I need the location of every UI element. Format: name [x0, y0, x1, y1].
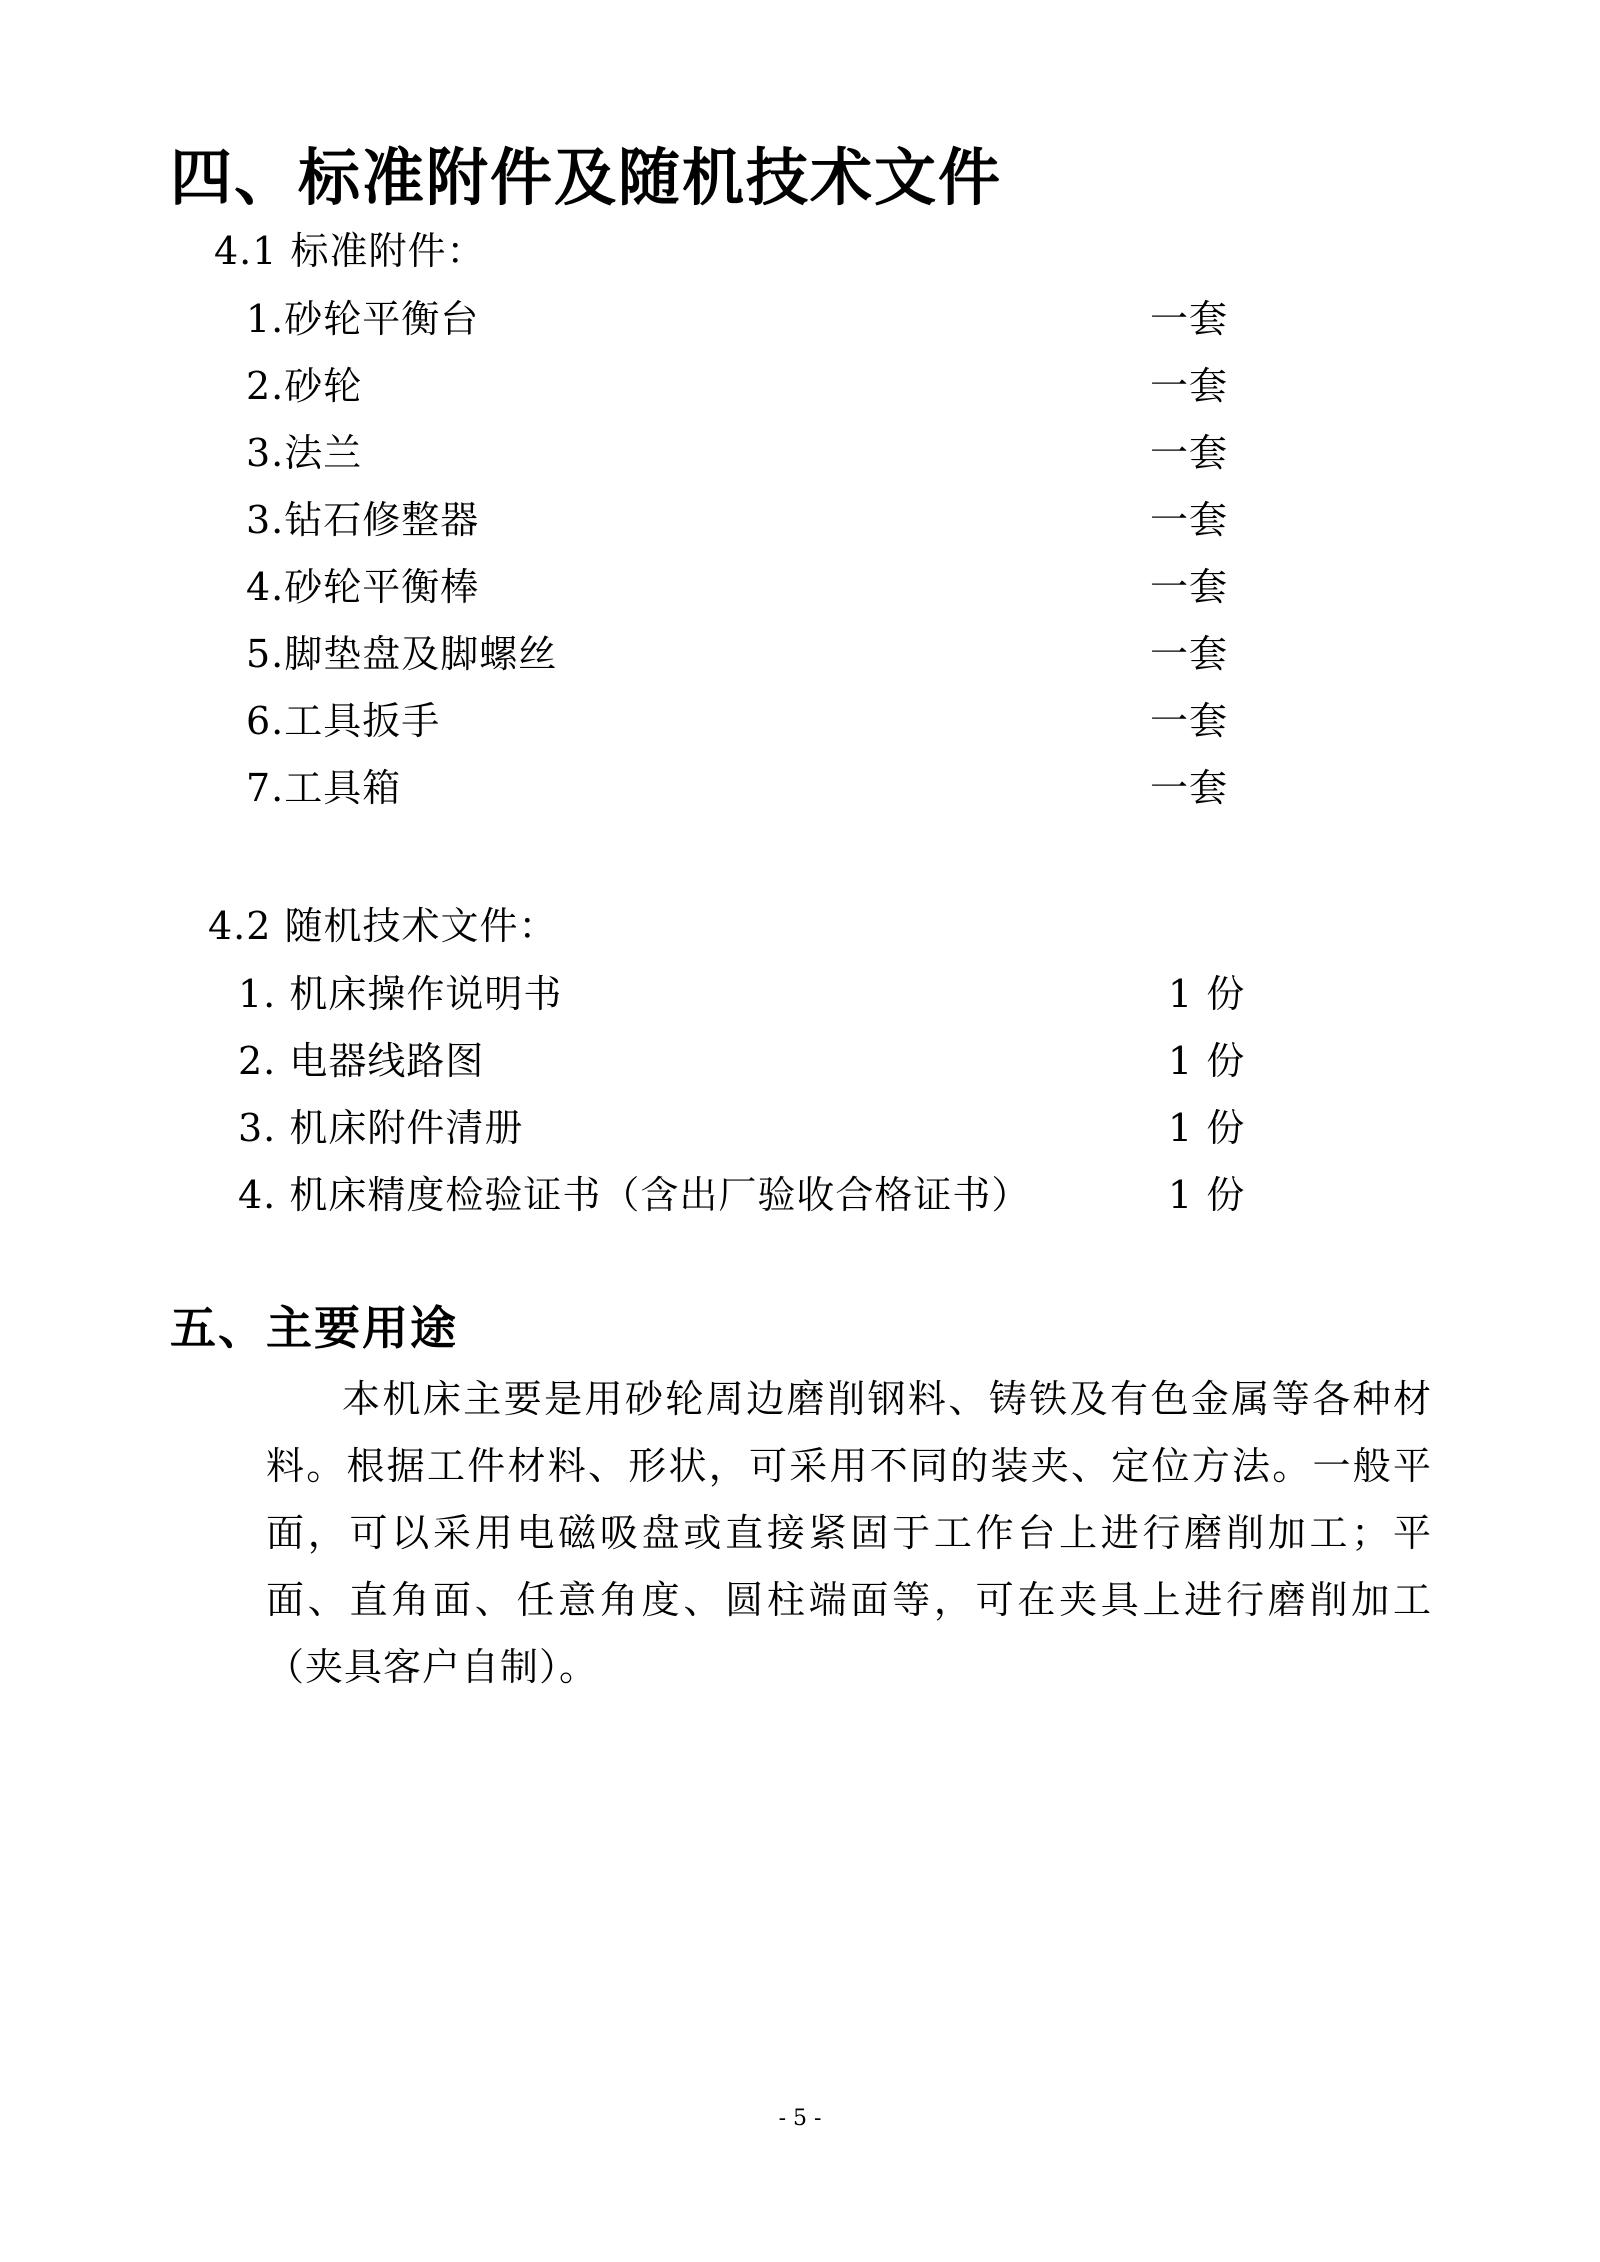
list-item	[246, 627, 1246, 681]
item-qty: 一套	[1150, 565, 1229, 609]
list-item	[238, 967, 1278, 1021]
item-qty: 一套	[1150, 632, 1229, 676]
item-qty: 一套	[1150, 498, 1229, 542]
section-4-title: 四、标准附件及随机技术文件	[170, 141, 1003, 214]
list-item	[238, 1168, 1278, 1222]
item-label: 4.砂轮平衡棒	[246, 565, 480, 609]
item-label: 3. 机床附件清册	[238, 1106, 524, 1150]
list-item	[246, 359, 1246, 413]
item-qty: 一套	[1150, 699, 1229, 743]
item-label: 3.法兰	[246, 431, 363, 475]
item-qty: 1 份	[1168, 1039, 1246, 1083]
item-label: 2. 电器线路图	[238, 1039, 485, 1083]
subsection-4-2-heading: 4.2 随机技术文件：	[208, 904, 558, 948]
section-5-paragraph	[266, 1366, 1432, 1701]
list-item	[246, 694, 1246, 748]
item-label: 3.钻石修整器	[246, 498, 480, 542]
paragraph-text: 本机床主要是用砂轮周边磨削钢料、铸铁及有色金属等各种材料。根据工件材料、形状，可采用不同的装夹、定位方法。一般平面，可以采用电磁吸盘或直接紧固于工作台上进行磨削加工；平面、直角面、任意角度、圆柱端面等，可在夹具上进行磨削加工（夹具客户自制）。	[266, 1377, 1432, 1689]
page-number: - 5 -	[778, 2106, 822, 2131]
item-label: 6.工具扳手	[246, 699, 441, 743]
item-qty: 一套	[1150, 364, 1229, 408]
list-item	[238, 1034, 1278, 1088]
item-qty: 一套	[1150, 431, 1229, 475]
list-item	[246, 493, 1246, 547]
list-item	[246, 761, 1246, 815]
item-label: 7.工具箱	[246, 766, 402, 810]
section-5-title: 五、主要用途	[170, 1301, 458, 1355]
item-qty: 1 份	[1168, 972, 1246, 1016]
list-item	[246, 560, 1246, 614]
item-qty: 1 份	[1168, 1173, 1246, 1217]
subsection-4-1-heading: 4.1 标准附件：	[214, 229, 486, 273]
item-label: 2.砂轮	[246, 364, 363, 408]
item-qty: 一套	[1150, 766, 1229, 810]
list-item	[246, 426, 1246, 480]
list-item	[246, 292, 1246, 346]
item-label: 5.脚垫盘及脚螺丝	[246, 632, 558, 676]
item-qty: 一套	[1150, 297, 1229, 341]
item-qty: 1 份	[1168, 1106, 1246, 1150]
item-label: 1. 机床操作说明书	[238, 972, 563, 1016]
item-label: 1.砂轮平衡台	[246, 297, 480, 341]
item-label: 4. 机床精度检验证书（含出厂验收合格证书）	[238, 1173, 1031, 1217]
list-item	[238, 1101, 1278, 1155]
